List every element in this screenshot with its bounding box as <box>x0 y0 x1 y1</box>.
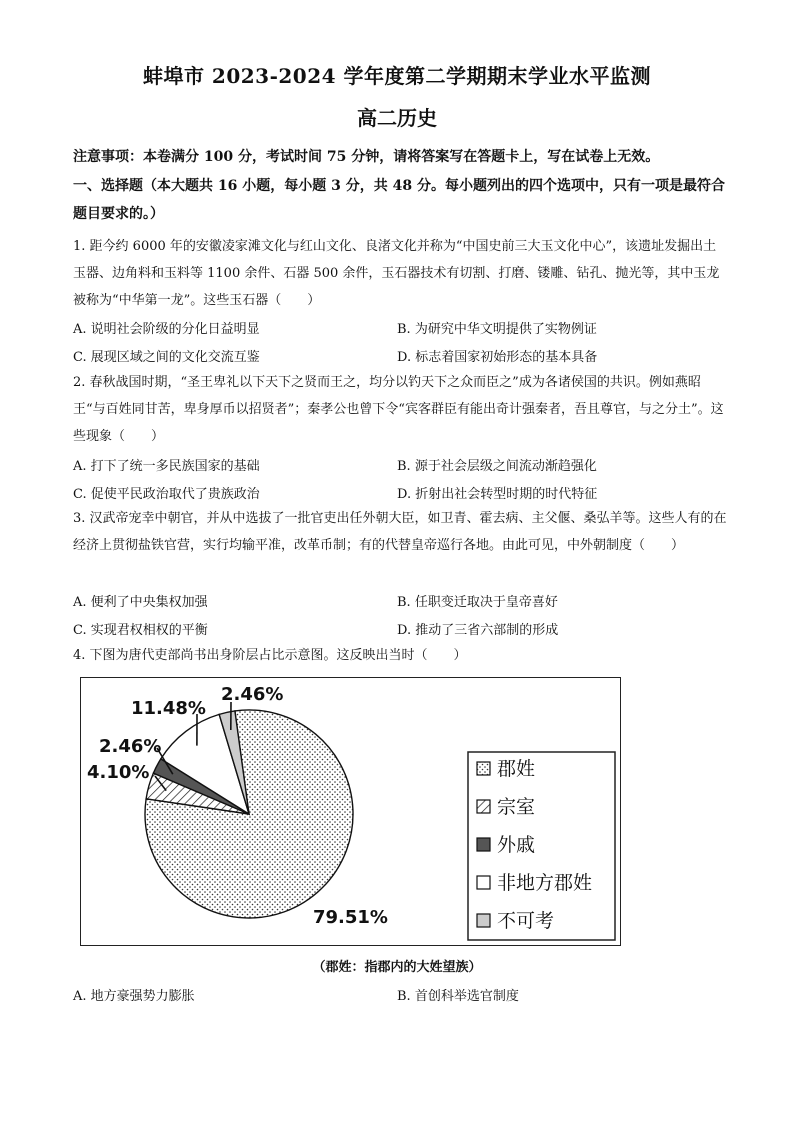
slice-label: 11.48% <box>131 698 206 719</box>
q2-option-b: B. 源于社会层级之间流动渐趋强化 <box>397 459 597 474</box>
q4-option-b: B. 首创科举选官制度 <box>397 989 519 1004</box>
q4-option-a: A. 地方豪强势力膨胀 <box>73 989 195 1004</box>
legend-swatch <box>477 876 490 889</box>
q2-option-a: A. 打下了统一多民族国家的基础 <box>73 459 260 474</box>
pie-chart <box>81 678 619 944</box>
legend-label: 不可考 <box>497 910 555 932</box>
q3-option-a: A. 便利了中央集权加强 <box>73 595 208 610</box>
question-4-stem: 4. 下图为唐代吏部尚书出身阶层占比示意图。这反映出当时（ ） <box>73 648 467 663</box>
legend-swatch <box>477 800 490 813</box>
q1-option-a: A. 说明社会阶级的分化日益明显 <box>73 322 260 337</box>
question-2-stem: 2. 春秋战国时期，“圣王卑礼以下天下之贤而王之，均分以钓天下之众而臣之”成为各诸侯国的共识。例如燕昭王“与百姓同甘苦，卑身厚币以招贤者”；秦孝公也曾下令“宾客群臣有能出奇计强秦者，吾且尊官，与之分土”。这些现象（ ） <box>73 375 724 444</box>
q1-option-b: B. 为研究中华文明提供了实物例证 <box>397 322 597 337</box>
slice-label: 2.46% <box>99 736 162 757</box>
slice-label: 4.10% <box>87 762 150 783</box>
legend-swatch <box>477 838 490 851</box>
q3-option-d: D. 推动了三省六部制的形成 <box>397 623 559 638</box>
q3-option-c: C. 实现君权相权的平衡 <box>73 623 208 638</box>
legend-label: 郡姓 <box>497 758 536 780</box>
exam-title: 蚌埠市 2023-2024 学年度第二学期期末学业水平监测 <box>142 64 652 88</box>
slice-label: 79.51% <box>313 907 388 928</box>
question-3-stem: 3. 汉武帝宠幸中朝官，并从中选拔了一批官吏出任外朝大臣，如卫青、霍去病、主父偃、桑弘羊等。这些人有的在经济上贯彻盐铁官营，实行均输平准，改革币制；有的代替皇帝巡行各地。由此可见，中外朝制度（ ） <box>73 511 727 553</box>
pie-chart-frame <box>80 677 621 946</box>
legend-swatch <box>477 914 490 927</box>
question-1-stem: 1. 距今约 6000 年的安徽凌家滩文化与红山文化、良渚文化并称为“中国史前三大玉文化中心”，该遗址发掘出土玉器、边角料和玉料等 1100 余件、石器 500 余件，玉石器技术有切割、打磨、镂雕、钻孔、抛光等，其中玉龙被称为“中华第一龙”。这些玉石器（ ） <box>73 239 720 308</box>
slice-label: 2.46% <box>221 684 284 705</box>
notice: 注意事项：本卷满分 100 分，考试时间 75 分钟，请将答案写在答题卡上，写在试卷上无效。 <box>73 149 660 165</box>
chart-caption: （郡姓：指郡内的大姓望族） <box>312 960 482 975</box>
legend-label: 非地方郡姓 <box>497 872 593 894</box>
section-heading: 一、选择题（本大题共 16 小题，每小题 3 分，共 48 分。每小题列出的四个选项中，只有一项是最符合题目要求的。） <box>73 178 725 222</box>
exam-subject: 高二历史 <box>357 106 437 130</box>
q2-option-c: C. 促使平民政治取代了贵族政治 <box>73 487 260 502</box>
q1-option-d: D. 标志着国家初始形态的基本具备 <box>397 350 598 365</box>
legend-label: 外戚 <box>497 834 536 856</box>
legend-swatch <box>477 762 490 775</box>
q1-option-c: C. 展现区域之间的文化交流互鉴 <box>73 350 260 365</box>
q2-option-d: D. 折射出社会转型时期的时代特征 <box>397 487 598 502</box>
q3-option-b: B. 任职变迁取决于皇帝喜好 <box>397 595 558 610</box>
legend-label: 宗室 <box>497 796 536 818</box>
